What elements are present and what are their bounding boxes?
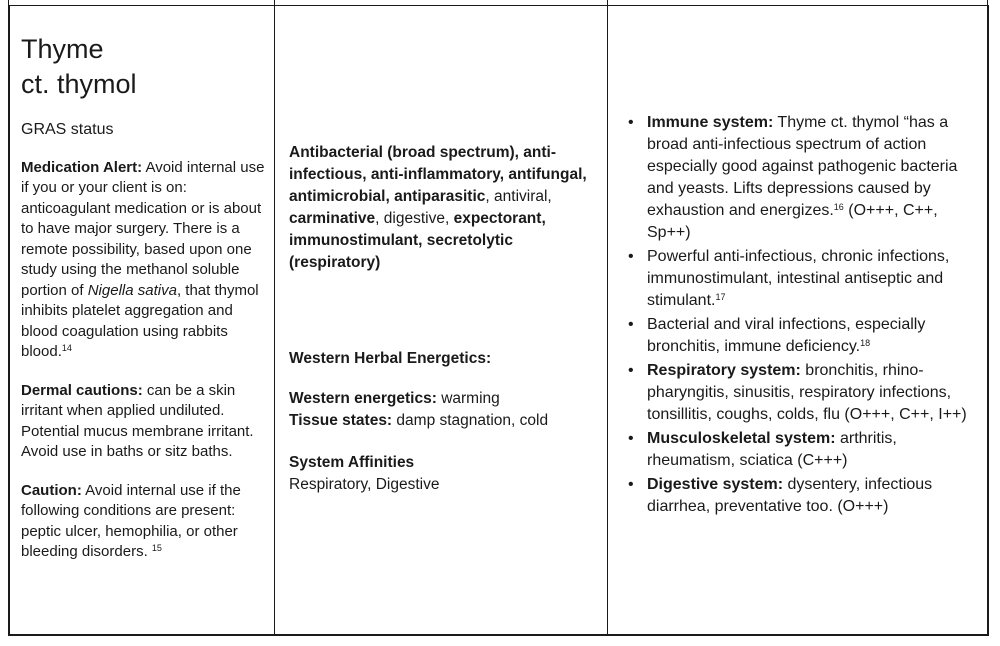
use-system-label: Respiratory system: [647, 362, 801, 379]
medication-alert-label: Medication Alert: [21, 158, 143, 176]
use-list-item [628, 360, 981, 426]
gras-status: GRAS status [21, 121, 114, 138]
footnote-ref: 17 [715, 292, 726, 302]
uses-list [619, 112, 981, 518]
caution-text: Avoid internal use if the following conditions are present: peptic ulcer, hemophilia, or other bleeding disorders. [21, 481, 241, 560]
bullet-icon: • [628, 476, 634, 493]
property-bold: Antibacterial (broad spectrum), anti-infectious, anti-inflammatory, antifungal, antimicrobial, antiparasitic [289, 144, 587, 205]
caution-label: Caution: [21, 481, 82, 499]
energetics-heading: Western Herbal Energetics: [289, 350, 492, 367]
medication-alert-text: Avoid internal use if you or your client is on: anticoagulant medication or is about to have major surgery. There is a remote possibility, based upon one study using the methanol soluble portion of [21, 158, 265, 299]
footnote-ref: 15 [151, 543, 162, 553]
medication-alert [21, 158, 266, 363]
western-energetics-label: Western energetics: [289, 390, 437, 407]
herb-table-row [8, 5, 989, 636]
tissue-states [289, 410, 599, 432]
caution [21, 481, 266, 563]
use-text: bronchitis, rhino-pharyngitis, sinusitis, respiratory infections, tonsillitis, coughs, colds, flu (O+++, C++, I++) [647, 362, 967, 423]
property-regular: , digestive, [375, 210, 454, 227]
herb-title-line1: Thyme [21, 34, 104, 64]
herb-title [21, 32, 266, 102]
use-system-label: Musculoskeletal system: [647, 430, 836, 447]
bullet-icon: • [628, 114, 634, 131]
use-text: Thyme ct. thymol “has a broad anti-infectious spectrum of action especially good against pathogenic bacteria and yeasts. Lifts depressions caused by exhaustion and energizes. [647, 114, 958, 219]
tissue-states-label: Tissue states: [289, 412, 393, 429]
use-system-label: Immune system: [647, 114, 774, 131]
footnote-ref: 14 [61, 343, 72, 353]
affinities-heading: System Affinities [289, 454, 415, 471]
dermal-cautions-text: can be a skin irritant when applied undiluted. Potential mucus membrane irritant. Avoid use in baths or sitz baths. [21, 381, 254, 460]
uses-cell [609, 6, 989, 634]
use-list-item [628, 112, 981, 244]
affinities-value: Respiratory, Digestive [289, 476, 440, 493]
properties-energetics-cell [276, 6, 609, 634]
use-list-item [628, 314, 981, 358]
medication-alert-text-end: , that thymol inhibits platelet aggregation and blood coagulation using rabbits blood. [21, 281, 259, 360]
use-text: Powerful anti-infectious, chronic infections, immunostimulant, intestinal antiseptic and stimulant. [647, 248, 950, 309]
herb-name-cautions-cell [10, 6, 276, 634]
use-text: arthritis, rheumatism, sciatica (C+++) [647, 430, 897, 469]
property-regular: , antiviral, [485, 188, 552, 205]
use-text: dysentery, infectious diarrhea, preventative too. (O+++) [647, 476, 933, 515]
use-list-item [628, 428, 981, 472]
use-list-item [628, 474, 981, 518]
use-list-item [628, 246, 981, 312]
bullet-icon: • [628, 362, 634, 379]
herb-title-line2: ct. thymol [21, 69, 137, 99]
use-text: Bacterial and viral infections, especially bronchitis, immune deficiency. [647, 316, 926, 355]
therapeutic-properties [289, 142, 599, 274]
dermal-cautions [21, 381, 266, 463]
bullet-icon: • [628, 430, 634, 447]
bullet-icon: • [628, 316, 634, 333]
footnote-ref: 16 [833, 202, 844, 212]
use-dosage-notes: (O+++, C++, Sp++) [647, 202, 938, 241]
property-bold: carminative [289, 210, 376, 227]
tissue-states-value: damp stagnation, cold [392, 412, 549, 429]
footnote-ref: 18 [860, 338, 871, 348]
property-bold: expectorant, immunostimulant, secretolytic (respiratory) [289, 210, 546, 271]
species-name: Nigella sativa [87, 281, 177, 299]
use-system-label: Digestive system: [647, 476, 784, 493]
western-energetics-value: warming [436, 390, 500, 407]
bullet-icon: • [628, 248, 634, 265]
western-energetics [289, 388, 599, 410]
dermal-cautions-label: Dermal cautions: [21, 381, 143, 399]
